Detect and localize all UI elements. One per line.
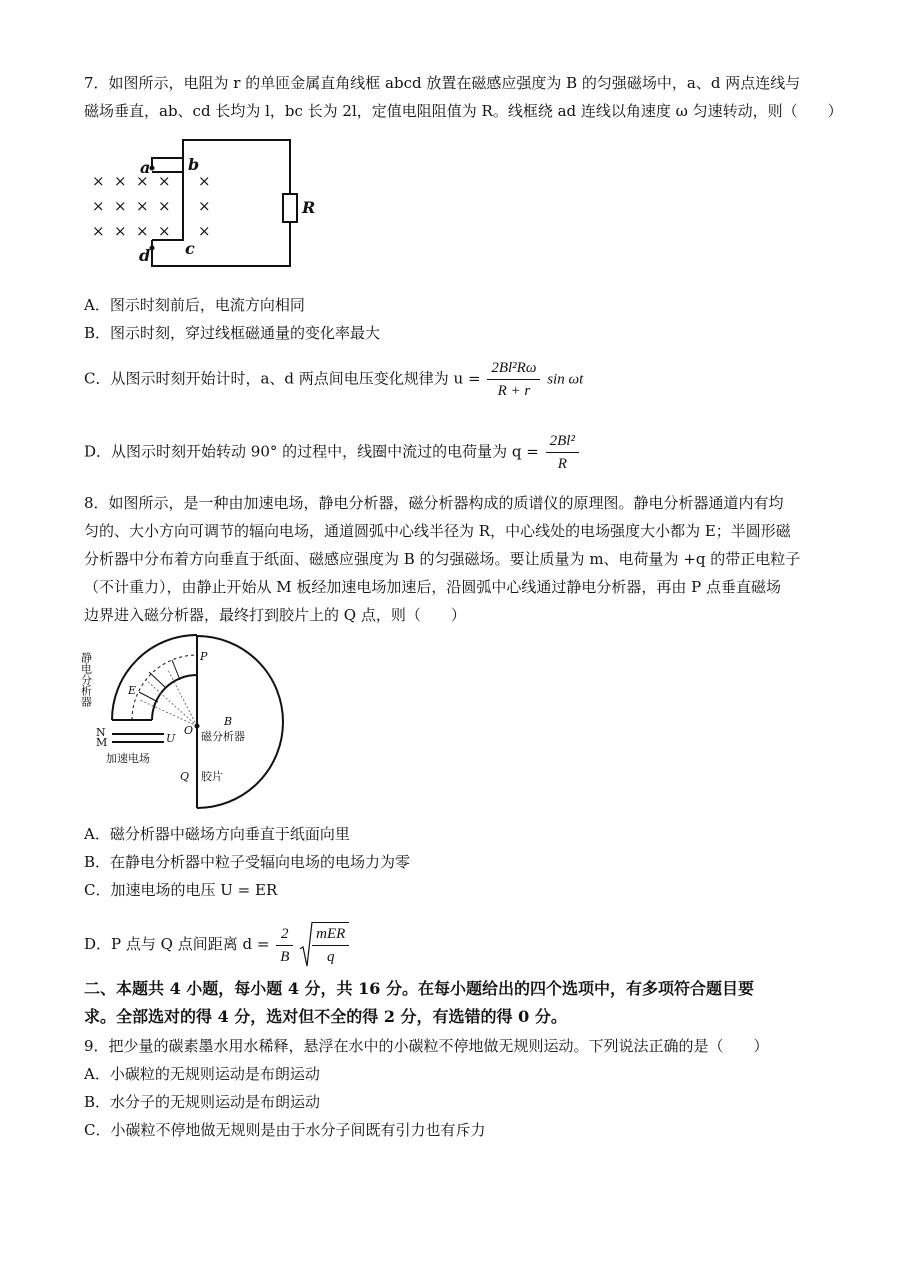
- q9-stem: 9．把少量的碳素墨水用水稀释，悬浮在水中的小碳粒不停地做无规则运动。下列说法正确的是（ ）: [84, 1037, 769, 1055]
- q7-option-c-sin: sin ωt: [547, 371, 584, 388]
- q8-figure-labels: [80, 650, 246, 783]
- label-B: B: [224, 715, 233, 728]
- q7-option-a[interactable]: A．图示时刻前后，电流方向相同: [84, 296, 305, 314]
- label-accel-field: 加速电场: [106, 752, 150, 765]
- label-M: M: [96, 736, 108, 749]
- label-magnetic-analyzer: 磁分析器: [201, 730, 245, 743]
- fraction-numerator: 2Bl²: [546, 430, 579, 453]
- q7-stem-line2: 磁场垂直，ab、cd 长均为 l，bc 长为 2l，定值电阻阻值为 R。线框绕 ad 连线以角速度 ω 匀速转动，则（ ）: [84, 102, 843, 120]
- q7-figure: [84, 128, 334, 278]
- q7-stem-line1: 7．如图所示，电阻为 r 的单匝金属直角线框 abcd 放置在磁感应强度为 B 的匀强磁场中，a、d 两点连线与: [84, 74, 801, 92]
- cross-mark: ×: [114, 222, 127, 240]
- q8-option-d[interactable]: [84, 922, 349, 968]
- label-b: b: [188, 155, 200, 174]
- fraction-denominator: R + r: [497, 383, 531, 399]
- fraction-numerator: 2Bl²Rω: [487, 357, 540, 380]
- q7-option-c-fraction: [487, 357, 540, 402]
- q8-stem-line4: （不计重力），由静止开始从 M 板经加速电场加速后，沿圆弧中心线通过静电分析器，再由 P 点垂直磁场: [84, 578, 782, 596]
- section2-header-line1: 二、本题共 4 小题，每小题 4 分，共 16 分。在每小题给出的四个选项中，有多项符合题目要: [84, 979, 754, 998]
- fraction-numerator: mER: [312, 923, 349, 946]
- cross-mark: ×: [158, 172, 171, 190]
- label-c: c: [185, 239, 195, 258]
- cross-mark: ×: [136, 172, 149, 190]
- cross-mark: ×: [92, 222, 105, 240]
- q7-option-c-text: C．从图示时刻开始计时，a、d 两点间电压变化规律为 u =: [84, 369, 481, 388]
- q9-option-c[interactable]: C．小碳粒不停地做无规则是由于水分子间既有引力也有斥力: [84, 1121, 486, 1139]
- q8-stem-line1: 8．如图所示，是一种由加速电场，静电分析器，磁分析器构成的质谱仪的原理图。静电分析器通道内有均: [84, 494, 784, 512]
- label-P: P: [200, 650, 208, 663]
- resistor-symbol: [283, 194, 297, 222]
- fraction-denominator: q: [327, 949, 335, 965]
- label-E: E: [128, 684, 137, 697]
- q7-option-d-text: D．从图示时刻开始转动 90° 的过程中，线圈中流过的电荷量为 q =: [84, 442, 539, 461]
- fraction-denominator: R: [557, 456, 567, 472]
- label-a: a: [140, 158, 151, 177]
- q9-option-b[interactable]: B．水分子的无规则运动是布朗运动: [84, 1093, 321, 1111]
- cross-mark: ×: [136, 197, 149, 215]
- label-R: R: [302, 198, 316, 217]
- label-film: 胶片: [201, 770, 223, 783]
- q8-option-a[interactable]: A．磁分析器中磁场方向垂直于纸面向里: [84, 825, 350, 843]
- label-d: d: [139, 246, 151, 265]
- cross-mark: ×: [114, 172, 127, 190]
- q8-stem-line3: 分析器中分布着方向垂直于纸面、磁感应强度为 B 的匀强磁场。要让质量为 m、电荷量为 +q 的带正电粒子: [84, 550, 801, 568]
- cross-mark: ×: [92, 172, 105, 190]
- q8-option-c[interactable]: C．加速电场的电压 U = ER: [84, 881, 278, 899]
- wire-frame: [152, 140, 290, 266]
- q8-option-d-text: D．P 点与 Q 点间距离 d =: [84, 935, 270, 953]
- q8-stem-line5: 边界进入磁分析器，最终打到胶片上的 Q 点，则（ ）: [84, 606, 466, 624]
- cross-mark: ×: [198, 172, 211, 190]
- cross-mark: ×: [92, 197, 105, 215]
- q8-option-b[interactable]: B．在静电分析器中粒子受辐向电场的电场力为零: [84, 853, 411, 871]
- radical-sign-icon: [300, 922, 312, 968]
- q7-option-d[interactable]: [84, 430, 581, 475]
- radicand-fraction: [312, 923, 349, 968]
- cross-mark: ×: [158, 222, 171, 240]
- cross-mark: ×: [114, 197, 127, 215]
- fraction-numerator: 2: [276, 923, 293, 946]
- q8-option-d-fraction: [276, 923, 293, 968]
- cross-mark: ×: [198, 197, 211, 215]
- cross-mark: ×: [198, 222, 211, 240]
- magnetic-field-crosses: [92, 172, 211, 240]
- accelerating-plates: [112, 734, 164, 742]
- section2-header-line2: 求。全部选对的得 4 分，选对但不全的得 2 分，有选错的得 0 分。: [84, 1007, 567, 1026]
- fraction-denominator: B: [280, 948, 290, 965]
- q8-stem-line2: 匀的、大小方向可调节的辐向电场，通道圆弧中心线半径为 R，中心线处的电场强度大小都为 E；半圆形磁: [84, 522, 791, 540]
- label-static-analyzer: 静电分析器: [79, 652, 93, 707]
- q9-option-a[interactable]: A．小碳粒的无规则运动是布朗运动: [84, 1065, 320, 1083]
- label-U: U: [166, 732, 176, 745]
- square-root: [300, 922, 349, 968]
- q7-option-b[interactable]: B．图示时刻，穿过线框磁通量的变化率最大: [84, 324, 381, 342]
- label-N: N: [96, 726, 106, 739]
- q7-option-d-fraction: [546, 430, 579, 475]
- cross-mark: ×: [136, 222, 149, 240]
- q7-option-c[interactable]: [84, 357, 583, 402]
- label-O: O: [184, 724, 194, 737]
- radius-lines: [140, 670, 197, 726]
- cross-mark: ×: [158, 197, 171, 215]
- point-O: [195, 724, 200, 729]
- point-d: [150, 246, 155, 251]
- label-Q: Q: [180, 770, 190, 783]
- q8-figure: [79, 630, 284, 810]
